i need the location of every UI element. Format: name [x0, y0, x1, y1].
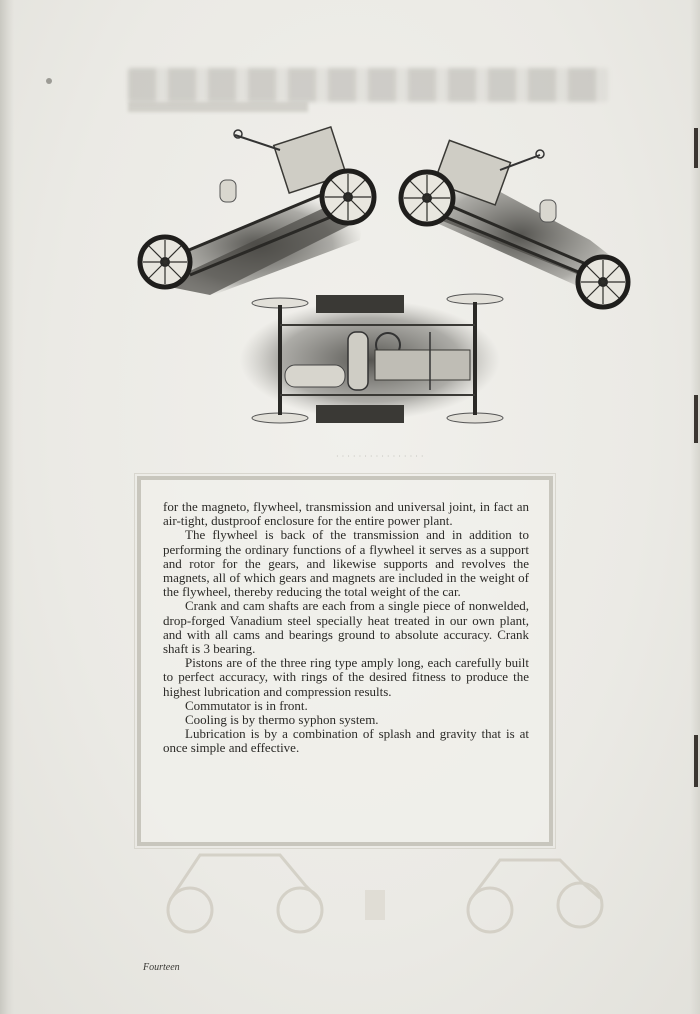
- paragraph: Lubrication is by a combination of splash and gravity that is at once simple and effective.: [163, 726, 529, 756]
- paragraph: Cooling is by thermo syphon system.: [185, 712, 379, 728]
- paragraph: Commutator is in front.: [185, 697, 308, 713]
- chassis-photographs: [130, 110, 650, 460]
- faded-car-illustration: [130, 830, 610, 950]
- page-number: Fourteen: [143, 962, 180, 973]
- next-page-edge-mark: [694, 735, 698, 787]
- paragraph: Pistons are of the three ring type amply long, each carefully built to perfect accuracy, with rings of the desired fitness to produce the highest lubrication and compression results.: [163, 655, 529, 699]
- chassis-side-view-left-icon: [140, 127, 374, 300]
- paper-mark: [46, 78, 52, 84]
- paragraph: Crank and cam shafts are each from a single piece of nonwelded, drop-forged Vanadium steel specially heat treated in our own plant, and with all cams and bearings ground to absolute accuracy. Crank shaft is 3 bearing.: [163, 598, 529, 657]
- bleed-through-header: [128, 68, 608, 102]
- next-page-edge-mark: [694, 395, 698, 443]
- chassis-side-view-right-icon: [401, 140, 635, 307]
- chassis-top-view-icon: [240, 294, 503, 423]
- paragraph: for the magneto, flywheel, transmission and universal joint, in fact an air-tight, dustproof enclosure for the entire power plant.: [163, 499, 529, 529]
- paragraph: The flywheel is back of the transmission and in addition to performing the ordinary functions of a flywheel it serves as a support and rotor for the gears, and likewise supports and revolves the magnets, all of which gears and magnets are included in the weight of the flywheel, thereby reducing the total weight of the car.: [163, 527, 529, 600]
- figure-caption-bleed: · · · · · · · · · · · · · · · ·: [335, 452, 425, 461]
- page-binding-edge: [0, 0, 14, 1014]
- text-panel: [137, 476, 553, 846]
- next-page-edge-mark: [694, 128, 698, 168]
